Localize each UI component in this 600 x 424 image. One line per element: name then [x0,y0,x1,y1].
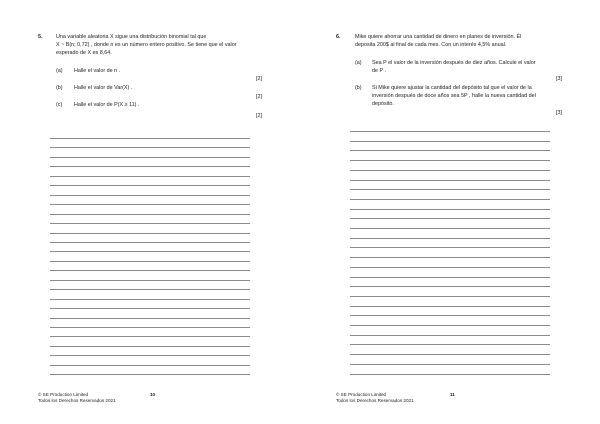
answer-line [50,233,250,234]
answer-line [50,251,250,252]
answer-line [350,141,550,142]
footer-rights: Todos los Derechos Reservados 2021 [336,398,414,403]
answer-line [50,308,250,309]
answer-line [350,306,550,307]
answer-line [50,166,250,167]
answer-line [350,344,550,345]
answer-line [350,150,550,151]
answer-line [50,185,250,186]
question-number: 6. [336,34,341,40]
answer-line [350,267,550,268]
answer-line [50,138,250,139]
answer-line [50,223,250,224]
answer-line [350,364,550,365]
answer-line [350,257,550,258]
answer-line [350,131,550,132]
answer-line [50,289,250,290]
answer-line [350,218,550,219]
question-line-2: X ~ B(n; 0,72) , donde n es un número entero positivo. Se tiene que el valor [56,42,237,48]
answer-line [350,277,550,278]
part-line: de P . [372,68,386,74]
part-line: Si Mike quiere ajustar la cantidad del depósito tal que el valor de la [372,85,532,91]
answer-line [350,247,550,248]
answer-line [50,299,250,300]
answer-line [50,318,250,319]
answer-line [50,214,250,215]
part-label: (c) [56,102,63,108]
answer-line [50,336,250,337]
part-marks: [3] [556,76,562,82]
answer-line [350,160,550,161]
part-marks: [2] [256,94,262,100]
answer-line [50,355,250,356]
answer-line [350,296,550,297]
answer-line [350,209,550,210]
question-line-1: Mike quiere ahorrar una cantidad de dinero en planes de inversión. Él [355,34,522,40]
answer-line [50,327,250,328]
answer-line [350,335,550,336]
answer-line [350,189,550,190]
answer-line [50,346,250,347]
answer-line [50,270,250,271]
part-marks: [2] [256,113,262,119]
answer-line [350,374,550,375]
right-page [300,0,600,424]
question-line-2: deposita 200$ al final de cada mes. Con un interés 4,5% anual. [355,42,507,48]
question-line-3: esperado de X es 8,64. [56,50,112,56]
footer-copyright: © SE Production Limited [38,392,89,397]
answer-line [50,261,250,262]
answer-line [50,176,250,177]
answer-line [50,242,250,243]
part-label: (a) [355,60,362,66]
answer-line [350,228,550,229]
part-label: (b) [355,85,362,91]
part-label: (a) [56,68,63,74]
part-text: Halle el valor de n . [74,68,121,74]
answer-line [50,195,250,196]
part-text: Halle el valor de Var(X) . [74,85,133,91]
answer-line [50,204,250,205]
answer-line [350,315,550,316]
answer-line [350,238,550,239]
part-marks: [2] [256,76,262,82]
page-number: 10 [150,392,156,397]
part-label: (b) [56,85,63,91]
part-line: Sea P el valor de la inversión después de diez años. Calcule el valor [372,60,536,66]
part-marks: [3] [556,110,562,116]
footer-copyright: © SE Production Limited [336,392,387,397]
answer-line [350,180,550,181]
page-number: 11 [450,392,455,397]
answer-line [50,280,250,281]
answer-line [50,157,250,158]
answer-line [350,286,550,287]
answer-line [50,374,250,375]
part-text: Halle el valor de P(X ≥ 11) . [74,102,140,108]
footer-rights: Todos los Derechos Reservados 2021 [38,398,116,403]
answer-line [50,147,250,148]
answer-line [50,365,250,366]
question-number: 5. [38,34,43,40]
part-line: depósito. [372,101,394,107]
part-line: inversión después de doce años sea 5P , halle la nueva cantidad del [372,93,536,99]
answer-line [350,199,550,200]
answer-line [350,170,550,171]
answer-line [350,325,550,326]
question-line-1: Una variable aleatoria X sigue una distribución binomial tal que [56,34,207,40]
answer-line [350,354,550,355]
